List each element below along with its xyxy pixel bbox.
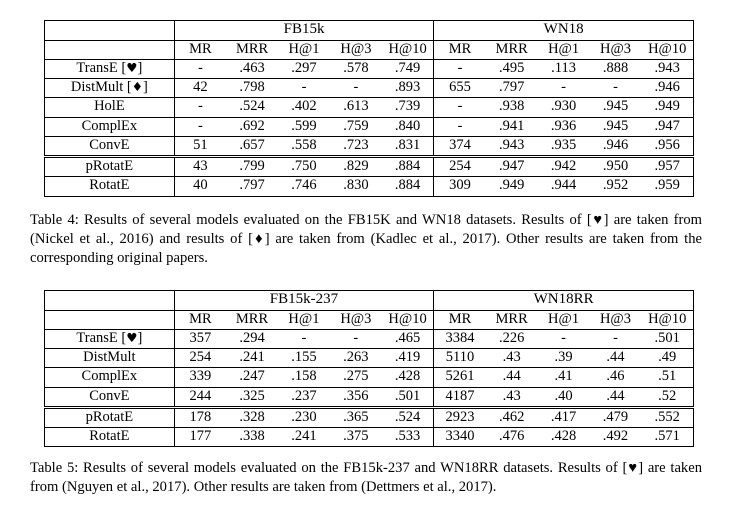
table-4 bbox=[44, 20, 694, 197]
table-5-cell-WN18RR-H@1: - bbox=[538, 329, 590, 348]
table-5-cell-WN18RR-MR: 4187 bbox=[434, 387, 486, 407]
table-4-cell-FB15k-H@3: .829 bbox=[330, 157, 382, 177]
table-4-cell-WN18-MRR: .938 bbox=[486, 98, 538, 117]
table-4-cell-WN18-MRR: .941 bbox=[486, 117, 538, 136]
suit-icon: ♥ bbox=[126, 329, 138, 345]
table-5-cell-FB15k-237-MRR: .328 bbox=[226, 407, 278, 427]
table-4-metric-header-FB15k-MR: MR bbox=[174, 40, 226, 59]
table-4-cell-WN18-H@10: .959 bbox=[654, 177, 680, 194]
table-4-cell-FB15k-H@10: .739 bbox=[382, 98, 434, 117]
table-5-model-name: ComplEx bbox=[45, 368, 175, 387]
table-4-metric-header-FB15k-H@1: H@1 bbox=[278, 40, 330, 59]
table-5-cell-WN18RR-H@3: - bbox=[590, 329, 642, 348]
table-5-cell-WN18RR-MRR: .44 bbox=[486, 368, 538, 387]
table-4-cell-WN18-H@3: - bbox=[590, 79, 642, 98]
table-row bbox=[45, 79, 694, 98]
table-5-cell-FB15k-237-H@10: .419 bbox=[382, 349, 434, 368]
table-5-cell-WN18RR-H@3: .44 bbox=[590, 387, 642, 407]
table-4-cell-FB15k-H@3: .613 bbox=[330, 98, 382, 117]
table-5-model-name: ConvE bbox=[45, 387, 175, 407]
table-5-cell-WN18RR-H@1: .417 bbox=[538, 407, 590, 427]
table-row bbox=[45, 157, 694, 177]
suit-icon: ♥ bbox=[126, 59, 138, 75]
table-4-cell-FB15k-MRR: .797 bbox=[239, 177, 265, 194]
table-4-cell-FB15k-MR: 51 bbox=[174, 136, 226, 156]
table-5-cell-WN18RR-H@10: .501 bbox=[641, 329, 693, 348]
table-5-cell-FB15k-237-MRR: .294 bbox=[226, 329, 278, 348]
table-5-cell-FB15k-237-H@1: - bbox=[278, 329, 330, 348]
table-4-group-header-WN18: WN18 bbox=[434, 21, 694, 41]
table-5-metric-header-FB15k-237-MRR: MRR bbox=[226, 310, 278, 329]
table-5-cell-FB15k-237-MR: 244 bbox=[174, 387, 226, 407]
table-row bbox=[45, 428, 694, 447]
table-5-cell-FB15k-237-H@1: .237 bbox=[278, 387, 330, 407]
table-4-cell-WN18-H@10: .946 bbox=[641, 79, 693, 98]
table-4-cell-FB15k-H@3: .759 bbox=[330, 117, 382, 136]
table-5-cell-WN18RR-H@10: .571 bbox=[654, 428, 680, 445]
table-5-cell-WN18RR-H@1: .428 bbox=[550, 428, 577, 445]
table-5-cell-FB15k-237-MRR: .325 bbox=[226, 387, 278, 407]
table-5-cell-FB15k-237-MR: 178 bbox=[174, 407, 226, 427]
table-5-cell-FB15k-237-H@10: .524 bbox=[382, 407, 434, 427]
table-5-cell-WN18RR-MRR: .43 bbox=[486, 387, 538, 407]
table-4-cell-WN18-H@3: .952 bbox=[602, 177, 629, 194]
table-4-cell-WN18-H@1: .942 bbox=[538, 157, 590, 177]
table-4-cell-FB15k-H@3: .830 bbox=[343, 177, 369, 194]
table-4-cell-WN18-MR: 309 bbox=[434, 177, 486, 196]
table-5-metric-header-FB15k-237-H@3: H@3 bbox=[330, 310, 382, 329]
table-5-cell-FB15k-237-H@3: .365 bbox=[330, 407, 382, 427]
table-5-model-name: pRotatE bbox=[45, 407, 175, 427]
table-5-cell-WN18RR-MRR: .226 bbox=[486, 329, 538, 348]
table-5-cell-FB15k-237-MR: 339 bbox=[174, 368, 226, 387]
table-5-cell-WN18RR-H@10: .49 bbox=[641, 349, 693, 368]
table-4-cell-FB15k-MRR: .657 bbox=[226, 136, 278, 156]
table-5-metric-header-WN18RR-MRR: MRR bbox=[486, 310, 538, 329]
table-5-cell-WN18RR-H@1: .39 bbox=[538, 349, 590, 368]
table-5-cell-FB15k-237-H@3: - bbox=[330, 329, 382, 348]
table-4-cell-FB15k-MR: - bbox=[174, 98, 226, 117]
table-5-metric-header-blank bbox=[45, 310, 175, 329]
table-4-container bbox=[44, 20, 694, 197]
table-4-metric-header-row bbox=[45, 40, 694, 59]
table-5-cell-FB15k-237-H@1: .241 bbox=[291, 428, 317, 445]
table-4-metric-header-WN18-MRR: MRR bbox=[486, 40, 538, 59]
table-5-cell-FB15k-237-MR: 177 bbox=[174, 428, 226, 447]
table-4-cell-FB15k-MR: 42 bbox=[174, 79, 226, 98]
table-4-model-name: DistMult [♦] bbox=[45, 79, 175, 98]
table-5-cell-WN18RR-MR: 3384 bbox=[434, 329, 486, 348]
table-4-model-name: RotatE bbox=[89, 177, 130, 194]
table-5-cell-FB15k-237-H@10: .533 bbox=[394, 428, 421, 445]
table-4-cell-WN18-H@1: .113 bbox=[538, 59, 590, 78]
table-4-cell-FB15k-H@10: .893 bbox=[382, 79, 434, 98]
table-5 bbox=[44, 290, 694, 447]
table-4-cell-FB15k-MRR: .798 bbox=[226, 79, 278, 98]
table-4-cell-FB15k-H@1: - bbox=[278, 79, 330, 98]
table-4-cell-WN18-H@1: .944 bbox=[550, 177, 577, 194]
table-5-cell-FB15k-237-MR: 357 bbox=[174, 329, 226, 348]
table-4-cell-WN18-H@1: .930 bbox=[538, 98, 590, 117]
table-5-cell-FB15k-237-H@3: .263 bbox=[330, 349, 382, 368]
table-4-metric-header-FB15k-H@3: H@3 bbox=[330, 40, 382, 59]
table-4-cell-FB15k-MRR: .799 bbox=[226, 157, 278, 177]
table-row bbox=[45, 329, 694, 348]
table-5-cell-FB15k-237-H@3: .356 bbox=[330, 387, 382, 407]
table-5-cell-FB15k-237-H@10: .465 bbox=[382, 329, 434, 348]
table-5-group-header-FB15k-237: FB15k-237 bbox=[174, 291, 434, 311]
table-4-cell-WN18-MRR: .797 bbox=[486, 79, 538, 98]
table-4-cell-FB15k-MR: - bbox=[174, 117, 226, 136]
table-5-metric-header-WN18RR-H@3: H@3 bbox=[590, 310, 642, 329]
table-4-metric-header-WN18-H@10: H@10 bbox=[641, 40, 693, 59]
table-5-cell-WN18RR-H@1: .40 bbox=[538, 387, 590, 407]
table-4-cell-FB15k-MRR: .692 bbox=[226, 117, 278, 136]
table-4-metric-header-blank bbox=[45, 40, 175, 59]
table-row bbox=[45, 387, 694, 407]
table-5-cell-FB15k-237-H@1: .155 bbox=[278, 349, 330, 368]
table-4-cell-WN18-H@10: .943 bbox=[641, 59, 693, 78]
table-4-cell-FB15k-H@3: .723 bbox=[330, 136, 382, 156]
table-4-cell-WN18-H@3: .945 bbox=[590, 117, 642, 136]
table-5-model-name: TransE [♥] bbox=[45, 329, 175, 348]
table-row bbox=[45, 59, 694, 78]
table-4-cell-WN18-H@1: - bbox=[538, 79, 590, 98]
table-5-cell-FB15k-237-H@3: .375 bbox=[343, 428, 369, 445]
table-4-cell-FB15k-MRR: .463 bbox=[226, 59, 278, 78]
table-5-metric-header-WN18RR-MR: MR bbox=[434, 310, 486, 329]
table-row bbox=[45, 136, 694, 156]
table-4-model-name: ConvE bbox=[45, 136, 175, 156]
table-4-cell-FB15k-H@10: .884 bbox=[394, 177, 421, 194]
table-4-cell-WN18-MR: - bbox=[434, 59, 486, 78]
table-5-cell-WN18RR-MR: 2923 bbox=[434, 407, 486, 427]
table-5-cell-FB15k-237-MRR: .241 bbox=[226, 349, 278, 368]
table-5-cell-WN18RR-MR: 5110 bbox=[434, 349, 486, 368]
table-5-cell-FB15k-237-MRR: .338 bbox=[239, 428, 265, 445]
table-4-cell-WN18-MRR: .943 bbox=[486, 136, 538, 156]
table-4-cell-FB15k-MR: 43 bbox=[174, 157, 226, 177]
table-4-metric-header-WN18-MR: MR bbox=[434, 40, 486, 59]
table-4-cell-WN18-MR: - bbox=[434, 117, 486, 136]
table-5-cell-WN18RR-MR: 5261 bbox=[434, 368, 486, 387]
table-4-cell-FB15k-H@1: .402 bbox=[278, 98, 330, 117]
table-5-cell-FB15k-237-H@3: .275 bbox=[330, 368, 382, 387]
table-5-model-name: DistMult bbox=[45, 349, 175, 368]
table-4-metric-header-WN18-H@1: H@1 bbox=[538, 40, 590, 59]
table-4-group-header-row bbox=[45, 21, 694, 41]
table-4-cell-WN18-H@1: .935 bbox=[538, 136, 590, 156]
table-5-group-header-row bbox=[45, 291, 694, 311]
table-5-corner-cell bbox=[45, 291, 175, 311]
table-row bbox=[45, 98, 694, 117]
table-4-cell-WN18-H@3: .888 bbox=[590, 59, 642, 78]
table-5-metric-header-row bbox=[45, 310, 694, 329]
table-4-cell-WN18-MRR: .495 bbox=[486, 59, 538, 78]
table-5-cell-WN18RR-MRR: .476 bbox=[498, 428, 525, 445]
table-5-cell-FB15k-237-MRR: .247 bbox=[226, 368, 278, 387]
table-5-cell-WN18RR-MR: 3340 bbox=[434, 428, 486, 447]
table-5-cell-WN18RR-H@3: .46 bbox=[590, 368, 642, 387]
table-4-cell-FB15k-H@10: .749 bbox=[382, 59, 434, 78]
table-4-cell-WN18-H@10: .947 bbox=[641, 117, 693, 136]
table-row bbox=[45, 117, 694, 136]
table-4-cell-WN18-MRR: .947 bbox=[486, 157, 538, 177]
table-4-cell-FB15k-H@10: .884 bbox=[382, 157, 434, 177]
table-5-metric-header-FB15k-237-H@1: H@1 bbox=[278, 310, 330, 329]
table-4-group-header-FB15k: FB15k bbox=[174, 21, 434, 41]
table-4-metric-header-WN18-H@3: H@3 bbox=[590, 40, 642, 59]
table-4-cell-FB15k-H@10: .831 bbox=[382, 136, 434, 156]
table-5-cell-FB15k-237-MR: 254 bbox=[174, 349, 226, 368]
table-5-cell-WN18RR-H@10: .51 bbox=[641, 368, 693, 387]
table-5-metric-header-WN18RR-H@1: H@1 bbox=[538, 310, 590, 329]
table-5-cell-WN18RR-H@1: .41 bbox=[538, 368, 590, 387]
table-4-cell-FB15k-H@3: .578 bbox=[330, 59, 382, 78]
table-5-cell-WN18RR-MRR: .43 bbox=[486, 349, 538, 368]
table-5-cell-WN18RR-H@3: .479 bbox=[590, 407, 642, 427]
table-5-metric-header-FB15k-237-H@10: H@10 bbox=[382, 310, 434, 329]
table-4-cell-FB15k-H@10: .840 bbox=[382, 117, 434, 136]
table-4-cell-WN18-H@10: .956 bbox=[641, 136, 693, 156]
table-4-model-name: HolE bbox=[45, 98, 175, 117]
table-5-group-header-WN18RR: WN18RR bbox=[434, 291, 694, 311]
table-4-cell-WN18-H@10: .957 bbox=[641, 157, 693, 177]
table-5-metric-header-FB15k-237-MR: MR bbox=[174, 310, 226, 329]
table-4-cell-FB15k-H@1: .599 bbox=[278, 117, 330, 136]
table-5-cell-FB15k-237-H@1: .230 bbox=[278, 407, 330, 427]
table-4-cell-WN18-H@10: .949 bbox=[641, 98, 693, 117]
table-4-model-name: pRotatE bbox=[45, 157, 175, 177]
table-4-cell-FB15k-MR: - bbox=[174, 59, 226, 78]
table-5-cell-WN18RR-H@10: .52 bbox=[641, 387, 693, 407]
suit-icon: ♦ bbox=[131, 79, 143, 95]
table-4-metric-header-FB15k-H@10: H@10 bbox=[382, 40, 434, 59]
table-row bbox=[45, 177, 694, 196]
table-4-cell-FB15k-H@1: .558 bbox=[278, 136, 330, 156]
table-4-cell-WN18-MRR: .949 bbox=[498, 177, 525, 194]
table-4-cell-FB15k-H@1: .746 bbox=[291, 177, 317, 194]
table-row bbox=[45, 368, 694, 387]
table-4-cell-FB15k-MR: 40 bbox=[174, 177, 226, 196]
table-5-container bbox=[44, 290, 694, 447]
table-row bbox=[45, 349, 694, 368]
table-4-cell-WN18-MR: 374 bbox=[434, 136, 486, 156]
table-5-cell-FB15k-237-H@10: .428 bbox=[382, 368, 434, 387]
table-4-cell-WN18-H@3: .946 bbox=[590, 136, 642, 156]
table-4-model-name: ComplEx bbox=[45, 117, 175, 136]
table-5-cell-WN18RR-H@3: .44 bbox=[590, 349, 642, 368]
table-5-cell-WN18RR-H@10: .552 bbox=[641, 407, 693, 427]
table-5-cell-FB15k-237-H@10: .501 bbox=[382, 387, 434, 407]
table-4-cell-WN18-H@3: .945 bbox=[590, 98, 642, 117]
table-4-cell-FB15k-MRR: .524 bbox=[226, 98, 278, 117]
table-4-caption: Table 4: Results of several models evaluated on the FB15K and WN18 datasets. Results of [♥] are taken from (Nickel et al., 2016) and results of [♦] are taken from (Kadlec et al., 2017). Other results are taken from the corresponding original papers. bbox=[30, 212, 702, 266]
table-5-cell-WN18RR-MRR: .462 bbox=[486, 407, 538, 427]
table-5-cell-WN18RR-H@3: .492 bbox=[602, 428, 629, 445]
table-4-cell-WN18-H@1: .936 bbox=[538, 117, 590, 136]
table-5-caption: Table 5: Results of several models evaluated on the FB15k-237 and WN18RR datasets. Results of [♥] are taken from (Nguyen et al., 2017). Other results are taken from (Dettmers et al., 2017). bbox=[30, 460, 702, 495]
table-4-cell-WN18-MR: 254 bbox=[434, 157, 486, 177]
table-4-cell-FB15k-H@3: - bbox=[330, 79, 382, 98]
table-row bbox=[45, 407, 694, 427]
table-4-cell-WN18-MR: 655 bbox=[434, 79, 486, 98]
table-5-model-name: RotatE bbox=[89, 428, 130, 445]
table-4-metric-header-FB15k-MRR: MRR bbox=[226, 40, 278, 59]
table-4-model-name: TransE [♥] bbox=[45, 59, 175, 78]
table-4-cell-WN18-MR: - bbox=[434, 98, 486, 117]
table-5-metric-header-WN18RR-H@10: H@10 bbox=[641, 310, 693, 329]
table-4-cell-FB15k-H@1: .297 bbox=[278, 59, 330, 78]
table-4-cell-FB15k-H@1: .750 bbox=[278, 157, 330, 177]
table-4-corner-cell bbox=[45, 21, 175, 41]
table-4-cell-WN18-H@3: .950 bbox=[590, 157, 642, 177]
table-5-cell-FB15k-237-H@1: .158 bbox=[278, 368, 330, 387]
